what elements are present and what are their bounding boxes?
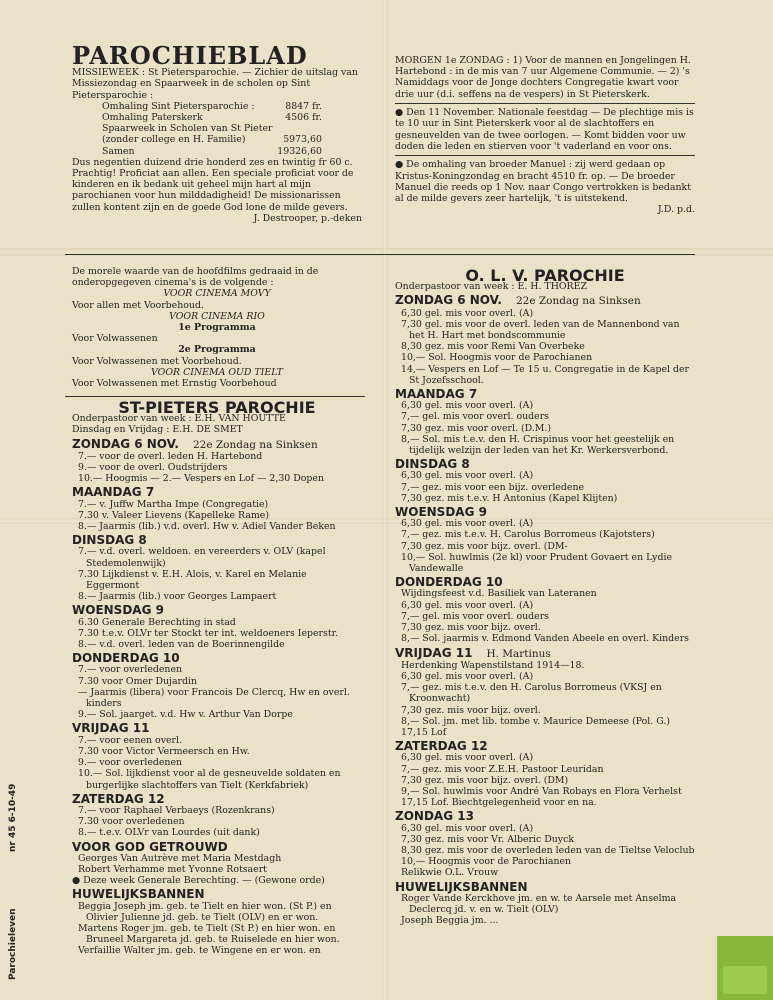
cinema-prog1: 1e Programma xyxy=(178,322,256,334)
schedule-item: 6,30 gel. mis voor overl. (A) xyxy=(401,470,534,482)
banns-item: Beggia Joseph jm. geb. te Tielt en hier won. (St P.) en Olivier Julienne jd. geb. te Tielt (OLV) en er won. xyxy=(78,900,332,923)
schedule-item: 6,30 gel. mis voor overl. (A) xyxy=(401,307,534,319)
missie-row xyxy=(72,112,362,123)
paper-fold xyxy=(382,0,388,1000)
schedule-item: 7,— gez. mis t.e.v. H. Carolus Borromeus (Kajotsters) xyxy=(401,529,655,541)
schedule-item: 10.— Hoogmis — 2.— Vespers en Lof — 2,30 Dopen xyxy=(78,473,324,485)
day-name: ZATERDAG 12 xyxy=(72,791,165,806)
schedule-item: 7.30 voor Victor Vermeersch en Hw. xyxy=(78,745,250,757)
day-heading xyxy=(72,723,362,734)
missie-row xyxy=(72,123,362,134)
day-name: ZONDAG 6 NOV. xyxy=(395,293,502,308)
day-name: WOENSDAG 9 xyxy=(72,603,164,618)
day-heading xyxy=(395,507,695,518)
schedule-item: 17,15 Lof. Biechtgelegenheid voor en na. xyxy=(401,797,597,809)
schedule-item: 7,— gel. mis voor overl. ouders xyxy=(401,411,549,423)
missie-section xyxy=(72,41,362,224)
st-pieters-pastor: Onderpastoor van week : E.H. VAN HOUTTE xyxy=(72,413,286,425)
schedule-item: 9.— voor de overl. Oudstrijders xyxy=(78,462,228,474)
st-pieters-pastor2: Dinsdag en Vrijdag : E.H. DE SMET xyxy=(72,424,243,436)
day-heading xyxy=(395,459,695,470)
schedule-item: 8,— Sol. jaarmis v. Edmond Vanden Abeele en overl. Kinders xyxy=(401,633,689,645)
section-rule xyxy=(65,254,695,255)
day-heading xyxy=(395,389,695,400)
schedule-item: 7,30 gez. mis t.e.v. H Antonius (Kapel Klijten) xyxy=(401,492,618,504)
missie-row xyxy=(72,101,362,112)
schedule-item: 6,30 gel. mis voor overl. (A) xyxy=(401,518,534,530)
cinema-intro: De morele waarde van de hoofdfilms gedraaid in de onderopgegeven cinema's is de volgende : xyxy=(72,266,319,289)
schedule-item: 6,30 gel. mis voor overl. (A) xyxy=(401,752,534,764)
schedule-item: 7.— voor eenen overl. xyxy=(78,734,182,746)
stp-banns-list xyxy=(72,901,362,957)
cinema-section xyxy=(72,266,362,389)
day-subtitle: H. Martinus xyxy=(486,647,551,660)
missie-intro: MISSIEWEEK : St Pietersparochie. — Zichier de uitslag van Missiezondag en Spaarweek in de scholen op Sint Pietersparochie : xyxy=(72,67,358,101)
cinema-tielt: VOOR CINEMA OUD TIELT xyxy=(151,366,283,378)
day-heading xyxy=(395,741,695,752)
banns-item: Martens Roger jm. geb. te Tielt (St P.) en hier won. en Bruneel Margareta jd. geb. te Ruiselede en hier won. xyxy=(78,922,340,946)
marriage-item: Georges Van Autrève met Maria Mestdagh xyxy=(78,852,282,864)
stp-banns-title: HUWELIJKSBANNEN xyxy=(72,887,205,902)
schedule-item: 7,— gez. mis voor een bijz. overledene xyxy=(401,481,585,493)
missie-row xyxy=(72,146,362,157)
day-name: DINSDAG 8 xyxy=(395,457,470,472)
schedule-item: 7,30 gez. mis voor bijz. overl. (DM- xyxy=(401,540,568,552)
schedule-item: 10,— Sol. huwlmis (2e kl) voor Prudent Govaert en Lydie Vandewalle xyxy=(401,551,673,575)
banns-item: Verfaillie Walter jm. geb. te Wingene en er won. en xyxy=(78,945,321,957)
masthead: PAROCHIEBLAD xyxy=(72,41,308,70)
day-name: DINSDAG 8 xyxy=(72,533,147,548)
schedule-item: 7,30 gez. mis voor Vr. Alberic Duyck xyxy=(401,833,575,845)
schedule-item: Relikwie O.L. Vrouw xyxy=(401,867,499,879)
day-heading xyxy=(395,577,695,588)
right-top-sign: J.D. p.d. xyxy=(657,204,695,216)
schedule-item: 10.— Sol. lijkdienst voor al de gesneuvelde soldaten en burgerlijke slachtoffers van Tielt (Kerkfabriek) xyxy=(78,768,341,791)
day-name: DONDERDAG 10 xyxy=(72,651,180,666)
schedule-item: 7.— v.d. overl. weldoen. en vereerders v. OLV (kapel Stedemolenwijk) xyxy=(78,546,326,569)
missie-row-label: Spaarweek in Scholen van St Pieter xyxy=(102,123,273,135)
manuel-notice: ● De omhaling van broeder Manuel : zij werd gedaan op Kristus-Koningzondag en bracht 4510 fr. op. — De broeder Manuel die reeds op 1 Nov. naar Congo vertrokken is bedankt al de milde gevers zeer hartelijk, 't is uitstekend. xyxy=(395,159,691,205)
schedule-item: 14,— Vespers en Lof — Te 15 u. Congregatie in de Kapel der St Jozefsschool. xyxy=(401,363,690,386)
day-heading xyxy=(72,791,362,806)
day-heading xyxy=(72,436,362,451)
missie-row-label: Omhaling Paterskerk xyxy=(102,112,203,124)
schedule-item: 9.— Sol. jaarget. v.d. Hw v. Arthur Van Dorpe xyxy=(78,709,293,721)
day-name: WOENSDAG 9 xyxy=(395,505,487,520)
missie-outro: Dus negentien duizend drie honderd zes en twintig fr 60 c. Prachtig! Proficiat aan allen. Een speciale proficiat voor de kinderen en ik bedank uit geheel mijn hart al mijn parochianen voor hun milddadigheid! De missionarissen zullen kontent zijn en de goede God lone de milde gevers. xyxy=(72,156,354,213)
cinema-tielt-rating: Voor Volwassenen met Ernstig Voorbehoud xyxy=(72,378,277,390)
schedule-item: 6.30 Generale Berechting in stad xyxy=(78,616,236,628)
day-name: VRIJDAG 11 xyxy=(395,645,473,660)
marriage-item: Robert Verhamme met Yvonne Rotsaert xyxy=(78,863,267,875)
missie-table xyxy=(72,101,362,157)
right-top-section xyxy=(395,55,695,215)
missie-row-value: 5973,60 xyxy=(283,134,322,146)
missie-row-label: Samen xyxy=(102,145,135,157)
day-name: MAANDAG 7 xyxy=(72,485,155,500)
olv-title: O. L. V. PAROCHIE xyxy=(465,266,625,285)
missie-row-value: 8847 fr. xyxy=(285,100,322,112)
day-heading xyxy=(72,605,362,616)
st-pieters-title: ST-PIETERS PAROCHIE xyxy=(118,398,316,417)
schedule-item: 8.— v.d. overl. leden van de Boerinnengilde xyxy=(78,639,285,651)
schedule-item: 8,— Sol. jm. met lib. tombe v. Maurice Demeese (Pol. G.) xyxy=(401,715,671,727)
schedule-item: 8.— Jaarmis (lib.) v.d. overl. Hw v. Adiel Vander Beken xyxy=(78,521,336,533)
banns-item: Joseph Beggia jm. ... xyxy=(401,915,499,927)
schedule-item: Herdenking Wapenstilstand 1914—18. xyxy=(401,659,585,671)
morgen-notice: MORGEN 1e ZONDAG : 1) Voor de mannen en Jongelingen H. Hartebond : in de mis van 7 uur Algemene Communie. — 2) 's Namiddags voor de Jonge dochters Congregatie kwart voor drie uur (d.i. seffens na de vespers) in St Pieterskerk. xyxy=(395,55,691,100)
schedule-item: 7,— gel. mis voor overl. ouders xyxy=(401,610,549,622)
schedule-item: 7.30 t.e.v. OLVr ter Stockt ter int. weldoeners Ieperstr. xyxy=(78,627,339,639)
day-heading xyxy=(72,653,362,664)
missie-row-label: Omhaling Sint Pietersparochie : xyxy=(102,100,255,112)
god-getrouwd-list xyxy=(72,853,362,875)
cinema-prog1-rating: Voor Volwassenen xyxy=(72,333,158,345)
olv-section xyxy=(395,266,695,927)
day-heading xyxy=(395,811,695,822)
schedule-item: 7.30 Lijkdienst v. E.H. Alois, v. Karel en Melanie Eggermont xyxy=(78,568,307,592)
day-subtitle: 22e Zondag na Sinksen xyxy=(192,438,318,451)
schedule-item: 7.— v. Juffw Martha Impe (Congregatie) xyxy=(78,498,269,510)
day-name: ZATERDAG 12 xyxy=(395,739,488,754)
november-notice: ● Den 11 November. Nationale feestdag — De plechtige mis is te 10 uur in Sint Pieterskerk voor al de slachtoffers en gesneuvelden van de twee oorlogen. — Komt bidden voor uw doden die leden en stierven voor 't vaderland en voor ons. xyxy=(395,107,694,152)
missie-row-value: 19326,60 xyxy=(277,145,322,157)
schedule-item: 7.30 voor overledenen xyxy=(78,816,185,828)
schedule-item: 7,— gez. mis voor Z.E.H. Pastoor Leuridan xyxy=(401,763,604,775)
olv-banns-list xyxy=(395,893,695,927)
cinema-rio: VOOR CINEMA RIO xyxy=(169,310,265,322)
banns-item: Roger Vande Kerckhove jm. en w. te Aarsele met Anselma Declercq jd. v. en w. Tielt (OLV) xyxy=(401,892,677,915)
schedule-item: 8,30 gez. mis voor de overleden leden van de Tieltse Veloclub xyxy=(401,844,695,856)
cinema-prog2-rating: Voor Volwassenen met Voorbehoud. xyxy=(72,355,242,367)
schedule-item: 10,— Hoogmis voor de Parochianen xyxy=(401,856,572,868)
god-getrouwd-title: VOOR GOD GETROUWD xyxy=(72,839,228,854)
divider xyxy=(395,155,695,156)
schedule-item: 7,30 gez. mis voor bijz. overl. xyxy=(401,622,541,634)
schedule-item: Wijdingsfeest v.d. Basiliek van Lateranen xyxy=(401,588,597,600)
day-subtitle: 22e Zondag na Sinksen xyxy=(515,295,641,308)
schedule-item: 7.— voor Raphael Verbaeys (Rozenkrans) xyxy=(78,804,275,816)
day-heading xyxy=(395,645,695,660)
schedule-item: 7,30 gez. mis voor bijz. overl. (DM) xyxy=(401,774,569,786)
missie-row-value: 4506 fr. xyxy=(285,112,322,124)
day-name: MAANDAG 7 xyxy=(395,387,478,402)
schedule-item: 7,30 gez. mis voor bijz. overl. xyxy=(401,704,541,716)
schedule-item: 7.30 v. Valeer Lievens (Kapelleke Rame) xyxy=(78,509,270,521)
berechting-notice: ● Deze week Generale Berechting. — (Gewone orde) xyxy=(72,875,325,887)
schedule-item: 8.— Jaarmis (lib.) voor Georges Lampaert xyxy=(78,591,277,603)
schedule-item: 7,30 gel. mis voor de overl. leden van de Mannenbond van het H. Hart met bondscommunie xyxy=(401,318,680,342)
side-publication: Parochieleven xyxy=(8,908,18,980)
cinema-prog2: 2e Programma xyxy=(178,344,256,356)
schedule-item: — Jaarmis (libera) voor Francois De Clercq, Hw en overl. kinders xyxy=(78,686,350,710)
side-issue: nr 45 6-10-49 xyxy=(8,783,18,852)
schedule-item: 9,— Sol. huwlmis voor André Van Robays en Flora Verhelst xyxy=(401,785,682,797)
day-heading xyxy=(72,487,362,498)
missie-sign: J. Destrooper, p.-deken xyxy=(253,212,362,224)
schedule-item: 10,— Sol. Hoogmis voor de Parochianen xyxy=(401,352,593,364)
schedule-item: 17,15 Lof xyxy=(401,726,447,738)
missie-row-label: (zonder college en H. Familie) xyxy=(102,134,246,146)
schedule-item: 6,30 gel. mis voor overl. (A) xyxy=(401,670,534,682)
schedule-item: 7.30 voor Omer Dujardin xyxy=(78,675,198,687)
divider xyxy=(395,103,695,104)
schedule-item: 7,— gez. mis t.e.v. den H. Carolus Borromeus (VKSJ en Kroonwacht) xyxy=(401,682,662,705)
day-name: ZONDAG 13 xyxy=(395,809,474,824)
schedule-item: 6,30 gel. mis voor overl. (A) xyxy=(401,400,534,412)
day-heading xyxy=(72,535,362,546)
olv-banns-title: HUWELIJKSBANNEN xyxy=(395,879,528,894)
schedule-item: 8,— Sol. mis t.e.v. den H. Crispinus voor het geestelijk en tijdelijk welzijn der leden van het Kr. Werkersverbond. xyxy=(401,433,675,457)
schedule-item: 7.— voor de overl. leden H. Hartebond xyxy=(78,450,263,462)
st-pieters-schedule xyxy=(72,436,362,839)
day-heading xyxy=(395,295,695,307)
day-name: ZONDAG 6 NOV. xyxy=(72,436,179,451)
olv-pastor: Onderpastoor van week : E. H. THOREZ xyxy=(395,281,587,293)
st-pieters-section xyxy=(72,398,362,957)
schedule-item: 6,30 gel. mis voor overl. (A) xyxy=(401,822,534,834)
olv-schedule xyxy=(395,295,695,878)
sticker-tape xyxy=(717,936,773,1000)
schedule-item: 8,30 gez. mis voor Remi Van Overbeke xyxy=(401,341,585,353)
missie-row xyxy=(72,134,362,145)
day-name: DONDERDAG 10 xyxy=(395,575,503,590)
schedule-item: 6,30 gel. mis voor overl. (A) xyxy=(401,599,534,611)
schedule-item: 8.— t.e.v. OLVr van Lourdes (uit dank) xyxy=(78,827,260,839)
cinema-movy-rating: Voor allen met Voorbehoud. xyxy=(72,299,204,311)
cinema-movy: VOOR CINEMA MOVY xyxy=(163,288,271,300)
day-name: VRIJDAG 11 xyxy=(72,721,150,736)
schedule-item: 7.— voor overledenen xyxy=(78,664,183,676)
schedule-item: 7,30 gez. mis voor overl. (D.M.) xyxy=(401,422,552,434)
schedule-item: 9.— voor overledenen xyxy=(78,757,183,769)
